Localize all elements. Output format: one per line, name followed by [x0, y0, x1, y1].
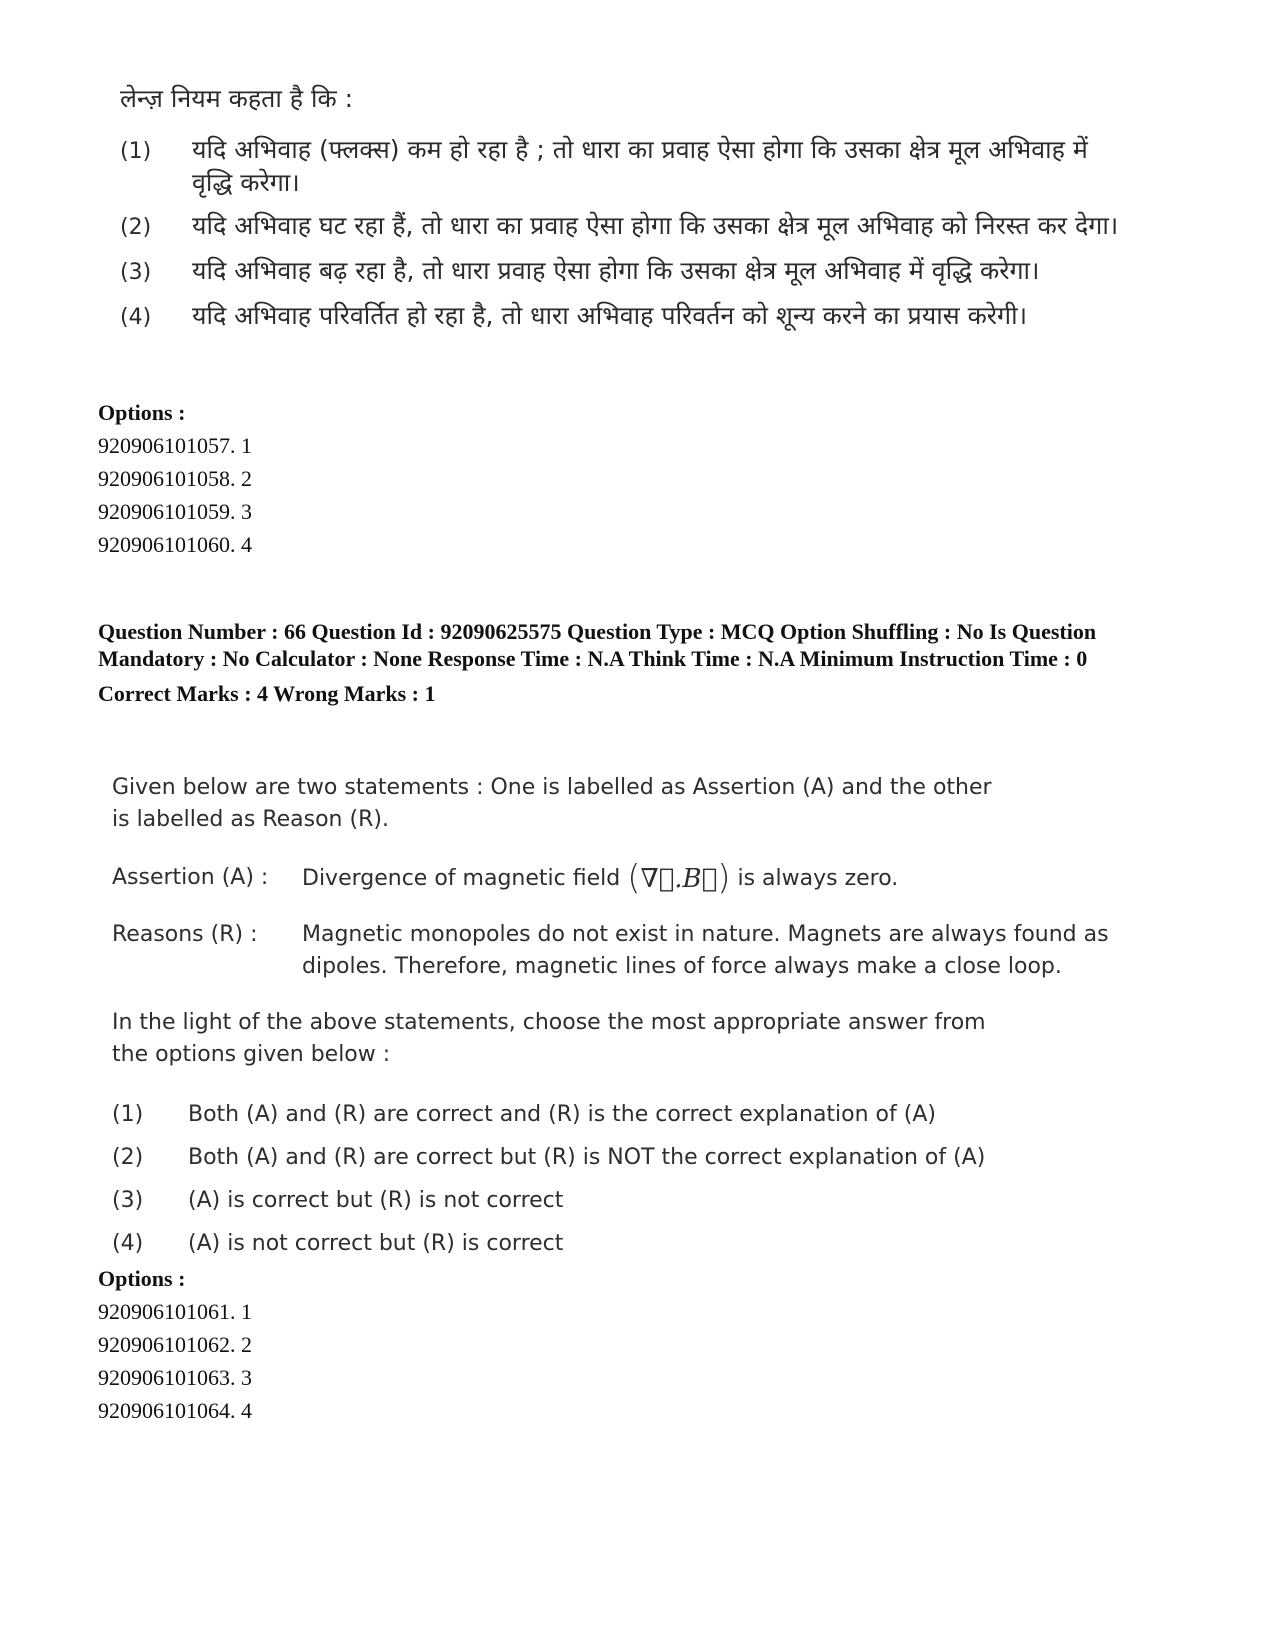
option-item: 920906101060. 4	[98, 532, 252, 557]
question-prompt: In the light of the above statements, choose the most appropriate answer from the options given below :	[112, 1010, 986, 1067]
close-paren: )	[717, 858, 731, 898]
assertion-post: is always zero.	[737, 866, 899, 891]
statement-number: (4)	[120, 305, 152, 330]
prev-statement-3	[120, 254, 1120, 289]
prev-options-list	[98, 396, 498, 561]
assertion-row	[112, 858, 1122, 898]
options-heading: Options :	[98, 1266, 186, 1291]
assertion-pre: Divergence of magnetic field	[302, 866, 621, 891]
answer-choice-3	[112, 1185, 1122, 1217]
option-item: 920906101062. 2	[98, 1332, 252, 1357]
option-item: 920906101064. 4	[98, 1398, 252, 1423]
assertion-label: Assertion (A) :	[112, 865, 269, 890]
choice-text: (A) is correct but (R) is not correct	[188, 1188, 564, 1213]
choice-text: Both (A) and (R) are correct but (R) is NOT the correct explanation of (A)	[188, 1145, 986, 1170]
reason-row	[112, 919, 1122, 983]
statement-text: यदि अभिवाह बढ़ रहा है, तो धारा प्रवाह ऐसा होगा कि उसका क्षेत्र मूल अभिवाह में वृद्धि करेगा।	[192, 256, 1040, 285]
option-item: 920906101058. 2	[98, 466, 252, 491]
prev-statement-1	[120, 133, 1120, 199]
choice-number: (2)	[112, 1145, 144, 1170]
question-intro: Given below are two statements : One is labelled as Assertion (A) and the other is labelled as Reason (R).	[112, 775, 992, 832]
question-meta-text: Question Number : 66 Question Id : 92090625575 Question Type : MCQ Option Shuffling : No Is Question Mandatory : No Calculator : None Response Time : N.A Think Time : N.A Minimum Instruction Time : 0	[98, 619, 1097, 671]
statement-number: (3)	[120, 260, 152, 285]
question-meta	[98, 618, 1098, 707]
option-item: 920906101059. 3	[98, 499, 252, 524]
options-list	[98, 1262, 498, 1427]
option-item: 920906101063. 3	[98, 1365, 252, 1390]
question-body	[112, 772, 1122, 1271]
divergence-formula: ∇⃗.B⃗	[640, 864, 718, 894]
prev-question-intro: लेन्ज़ नियम कहता है कि :	[120, 84, 354, 113]
open-paren: (	[627, 858, 641, 898]
prev-question-body	[120, 82, 1120, 344]
prev-statement-2	[120, 209, 1120, 244]
statement-number: (2)	[120, 215, 152, 240]
reason-label: Reasons (R) :	[112, 922, 258, 947]
statement-text: यदि अभिवाह परिवर्तित हो रहा है, तो धारा अभिवाह परिवर्तन को शून्य करने का प्रयास करेगी।	[192, 301, 1028, 330]
answer-choice-4	[112, 1228, 1122, 1260]
option-item: 920906101061. 1	[98, 1299, 252, 1324]
answer-choice-2	[112, 1142, 1122, 1174]
choice-number: (1)	[112, 1102, 144, 1127]
assertion-text	[302, 858, 1122, 898]
prev-statement-4	[120, 299, 1120, 334]
statement-number: (1)	[120, 139, 152, 164]
statement-text: यदि अभिवाह घट रहा हैं, तो धारा का प्रवाह ऐसा होगा कि उसका क्षेत्र मूल अभिवाह को निरस्त कर देगा।	[192, 211, 1119, 240]
answer-choice-1	[112, 1099, 1122, 1131]
choice-number: (3)	[112, 1188, 144, 1213]
statement-text: यदि अभिवाह (फ्लक्स) कम हो रहा है ; तो धारा का प्रवाह ऐसा होगा कि उसका क्षेत्र मूल अभिवाह में वृद्धि करेगा।	[192, 135, 1088, 197]
choice-number: (4)	[112, 1231, 144, 1256]
marks-line: Correct Marks : 4 Wrong Marks : 1	[98, 681, 436, 706]
option-item: 920906101057. 1	[98, 433, 252, 458]
reason-text: Magnetic monopoles do not exist in nature. Magnets are always found as dipoles. Therefore, magnetic lines of force always make a close loop.	[302, 922, 1109, 979]
options-heading: Options :	[98, 400, 186, 425]
choice-text: Both (A) and (R) are correct and (R) is the correct explanation of (A)	[188, 1102, 936, 1127]
choice-text: (A) is not correct but (R) is correct	[188, 1231, 564, 1256]
